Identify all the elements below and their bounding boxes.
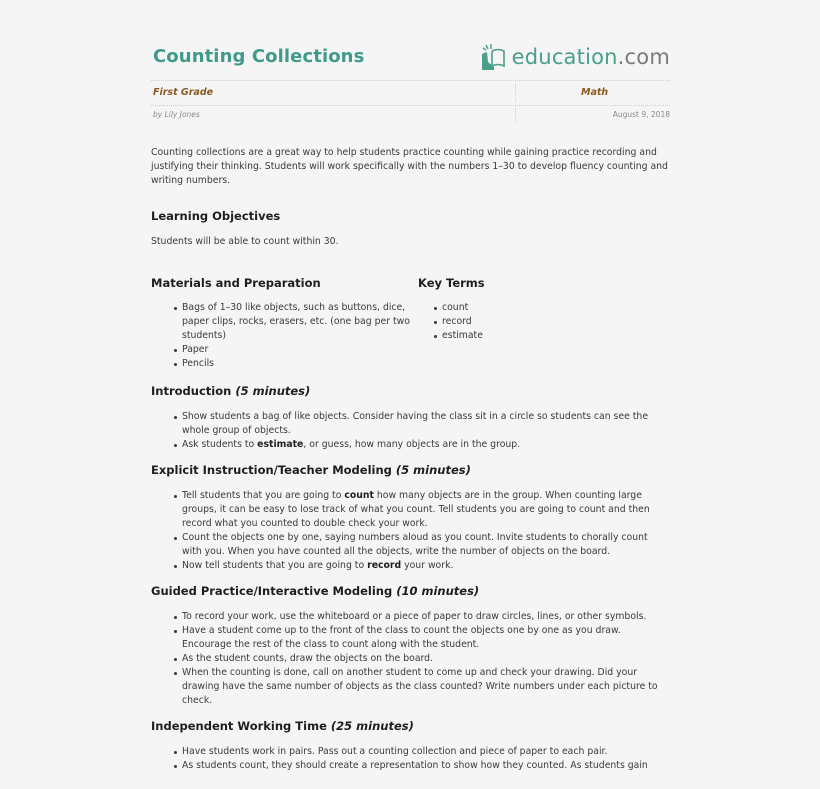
section-duration: (10 minutes) [396,584,480,598]
list-item [182,610,670,624]
step-list [151,745,670,773]
grade-label: First Grade [153,87,214,98]
text: As students count, they should create a representation to show how they counted. As students gain [182,760,648,771]
independent-working-section [151,718,670,773]
list-item: count [442,301,658,315]
section-heading: Key Terms [418,276,485,290]
logo-text-suffix: .com [617,45,670,69]
section-title: Guided Practice/Interactive Modeling [151,584,393,598]
list-item: Bags of 1–30 like objects, such as buttons, dice, paper clips, rocks, erasers, etc. (one bag per two students) [182,301,418,343]
section-heading [151,583,670,599]
list-item [182,489,670,531]
open-book-icon [478,42,512,72]
text: , or guess, how many objects are in the group. [303,439,521,450]
list-item: record [442,315,658,329]
section-duration: (25 minutes) [330,719,414,733]
key-terms-list [418,301,658,343]
introduction-section [151,383,670,452]
step-list [151,489,670,573]
list-item [182,666,670,708]
list-item [182,652,670,666]
text: Count the objects one by one, saying numbers aloud as you count. Invite students to chorally count with you. When you have counted all the objects, write the number of objects on the board. [182,532,648,557]
logo-text-main: education [511,45,618,69]
objective-text: Students will be able to count within 30. [151,236,339,247]
grade-subject-row [151,81,670,105]
list-item [182,624,670,652]
key-terms-section [418,275,658,371]
column-divider [515,84,516,102]
materials-section [151,275,418,371]
text: how many objects are in the group. When counting large groups, it can be easy to lose track of what you count. Tell students you are going to count and then record what you counted to double check your work. [182,490,650,529]
list-item: Pencils [182,357,418,371]
lesson-plan-page [151,0,670,771]
document-header [151,0,670,80]
publish-date: August 9, 2018 [612,110,670,119]
text: To record your work, use the whiteboard or a piece of paper to draw circles, lines, or other symbols. [182,611,647,622]
lesson-content [151,146,670,783]
list-item [182,759,670,773]
text: your work. [401,560,454,571]
text: As the student counts, draw the objects on the board. [182,653,434,664]
explicit-instruction-section [151,462,670,573]
section-heading [151,462,670,478]
section-heading: Materials and Preparation [151,276,321,290]
text: When the counting is done, call on another student to come up and check your drawing. Did your drawing have the same number of objects as the class counted? Write numbers under each picture to check. [182,667,658,706]
text: Show students a bag of like objects. Consider having the class sit in a circle so students can see the whole group of objects. [182,411,649,436]
subject-label: Math [581,87,609,98]
list-item [182,559,670,573]
learning-objectives-section [151,208,670,249]
key-term: estimate [257,439,304,450]
logo-wordmark [512,42,670,72]
guided-practice-section [151,583,670,708]
section-heading [151,718,670,734]
byline-row [151,106,670,126]
list-item [182,745,670,759]
intro-paragraph: Counting collections are a great way to help students practice counting while gaining practice recording and justifying their thinking. Students will work specifically with the numbers 1–30 to develop fluency counting and writing numbers. [151,147,668,186]
section-heading [151,383,670,399]
step-list [151,410,670,452]
text: Now tell students that you are going to [182,560,368,571]
text: Have a student come up to the front of the class to count the objects one by one as you draw. Encourage the rest of the class to count along with the student. [182,625,621,650]
materials-list [151,301,418,371]
materials-and-terms [151,275,670,371]
text: Tell students that you are going to [182,490,345,501]
page-title: Counting Collections [153,46,365,67]
list-item [182,531,670,559]
section-title: Independent Working Time [151,719,327,733]
list-item: Paper [182,343,418,357]
key-term: count [344,490,374,501]
list-item: estimate [442,329,658,343]
section-duration: (5 minutes) [395,463,471,477]
key-term: record [367,560,402,571]
list-item [182,438,670,452]
author-byline: by Lily Jones [153,110,200,119]
education-com-logo[interactable] [478,42,670,72]
step-list [151,610,670,708]
section-title: Explicit Instruction/Teacher Modeling [151,463,392,477]
section-heading: Learning Objectives [151,209,281,223]
column-divider [515,108,516,124]
section-title: Introduction [151,384,232,398]
list-item [182,410,670,438]
text: Ask students to [182,439,258,450]
section-duration: (5 minutes) [235,384,311,398]
text: Have students work in pairs. Pass out a counting collection and piece of paper to each pair. [182,746,608,757]
